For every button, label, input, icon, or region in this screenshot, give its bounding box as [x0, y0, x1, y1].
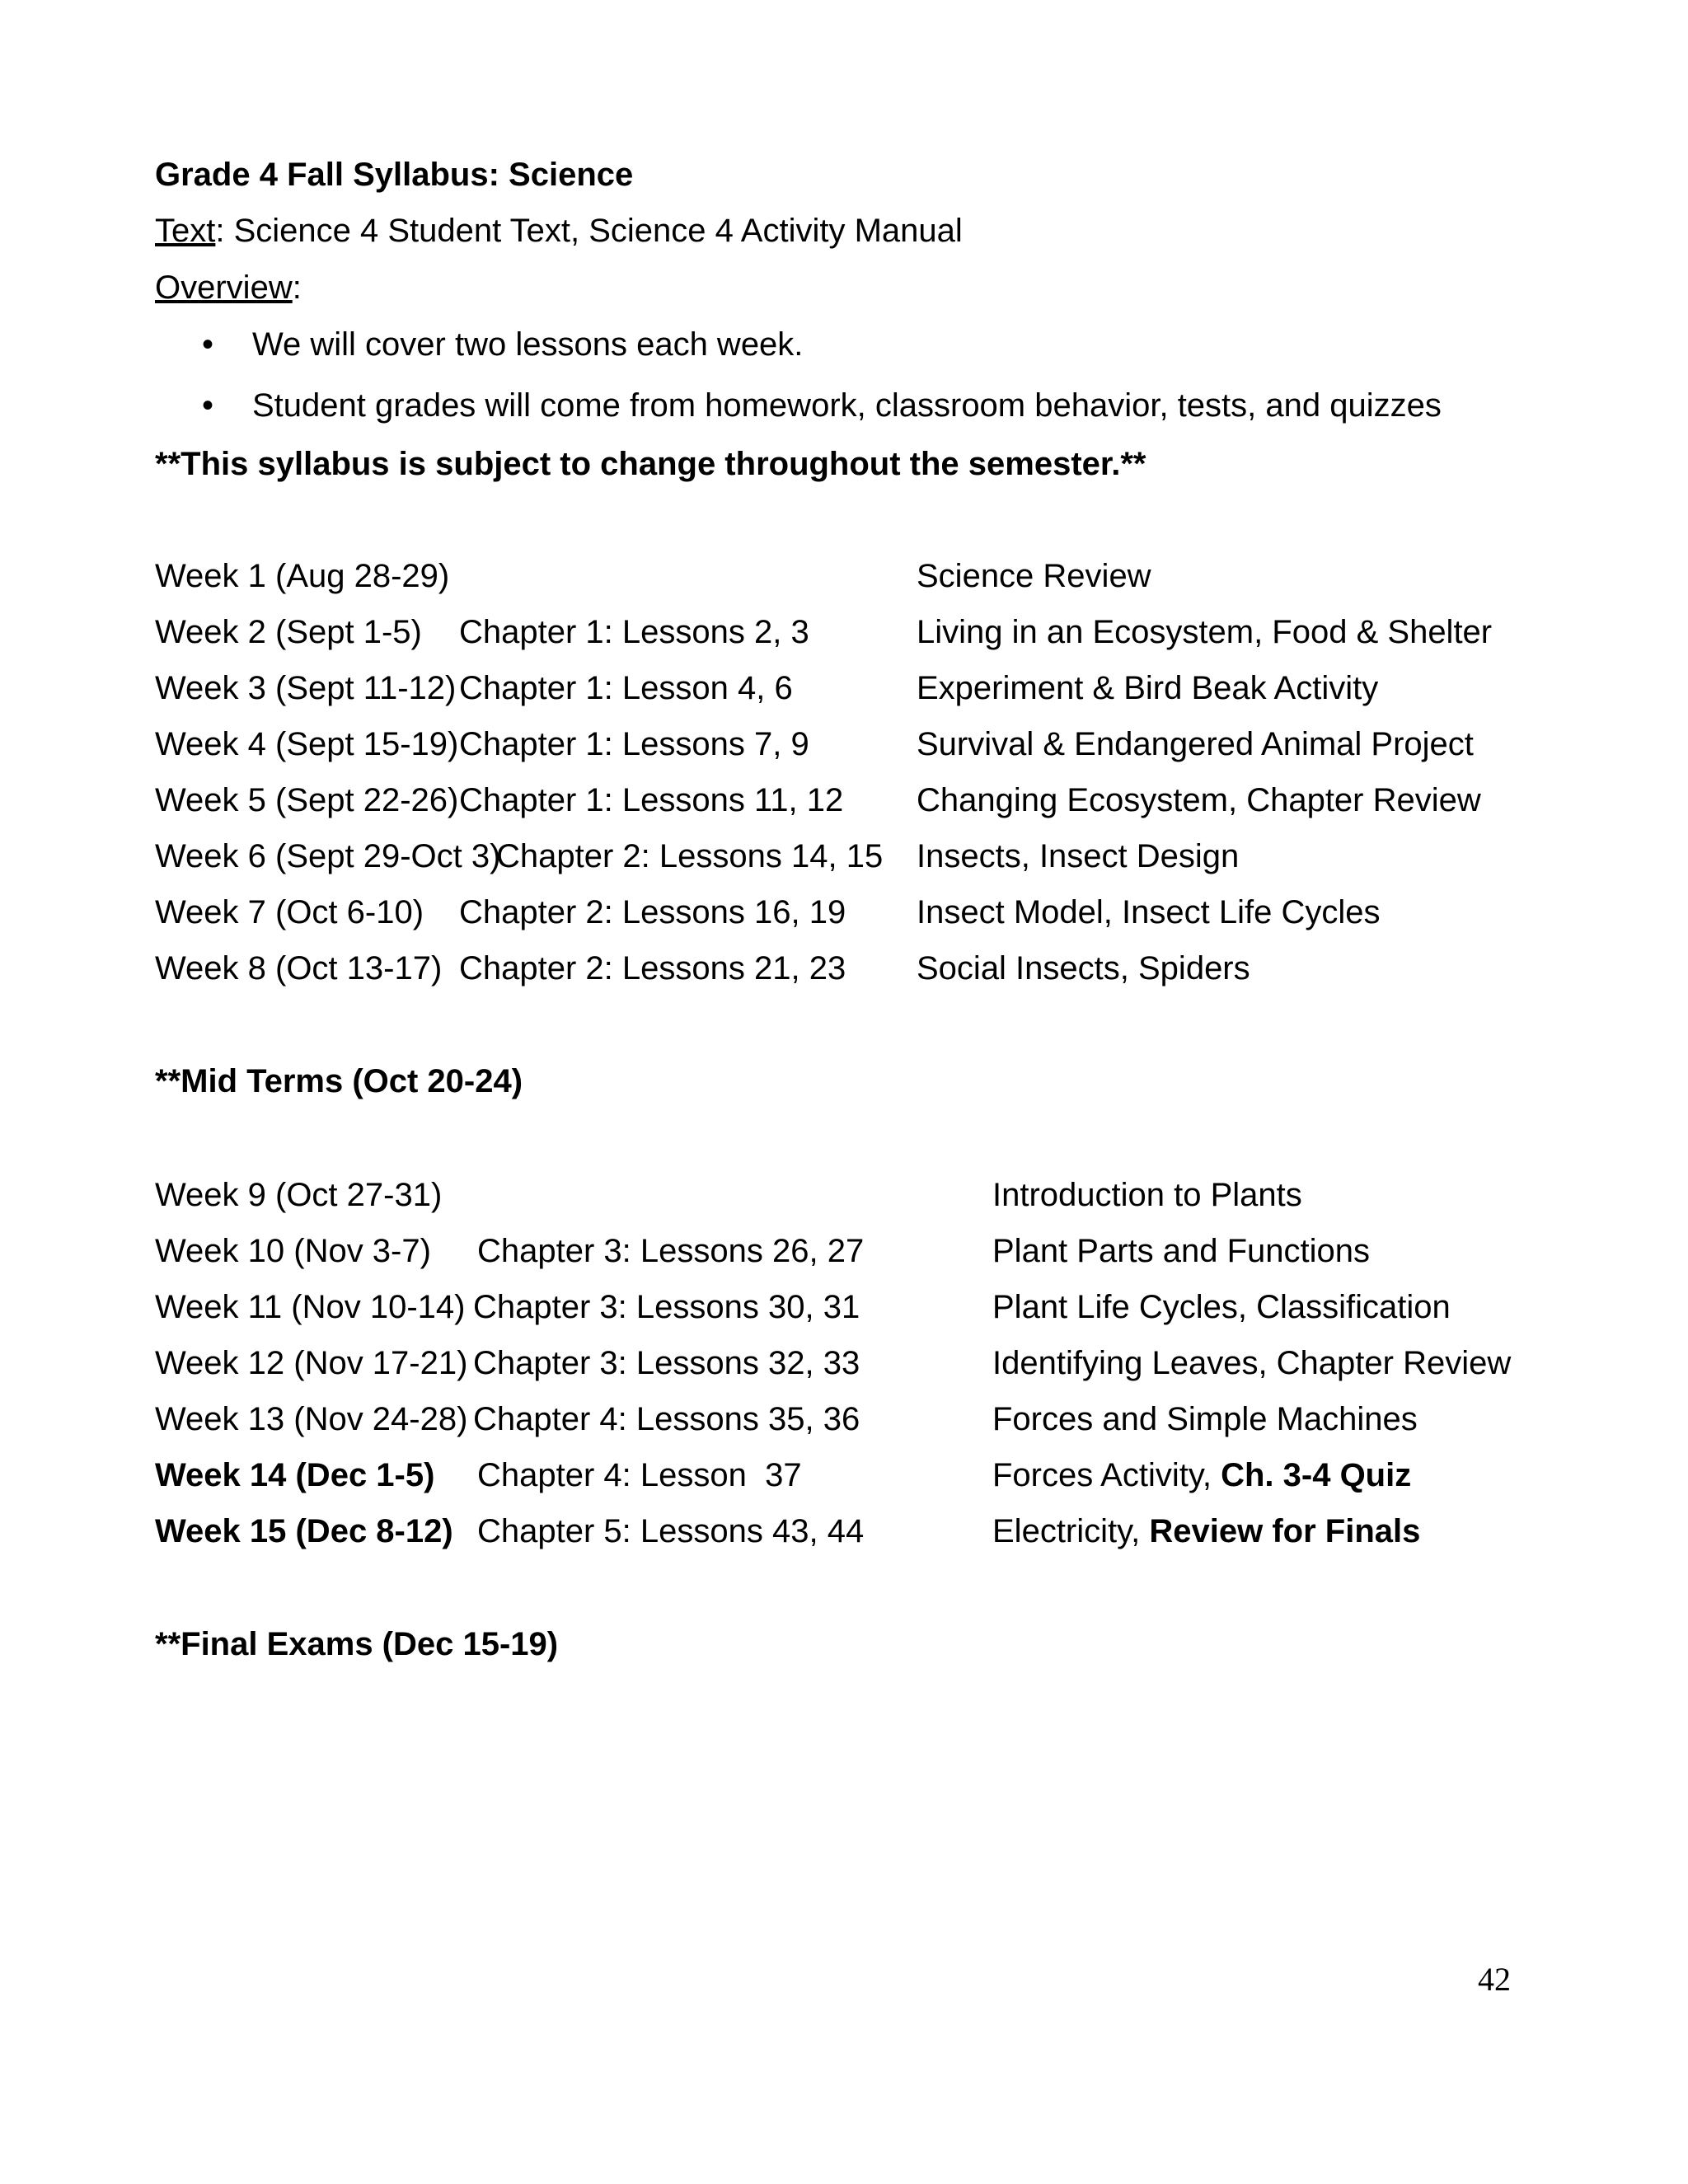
topic-cell [992, 1291, 1451, 1324]
text-label: Text [155, 213, 216, 249]
chapter-cell: Chapter 2: Lessons 14, 15 [496, 838, 884, 874]
week-cell: Week 9 (Oct 27-31) [155, 1177, 443, 1213]
overview-heading [155, 271, 302, 304]
topic-text: Identifying Leaves, Chapter Review [992, 1345, 1512, 1381]
chapter-cell: Chapter 3: Lessons 30, 31 [473, 1289, 860, 1325]
topic-highlight: Review for Finals [1149, 1513, 1421, 1549]
chapter-cell: Chapter 5: Lessons 43, 44 [477, 1513, 865, 1549]
overview-label: Overview [155, 269, 293, 306]
topic-cell [992, 1515, 1420, 1548]
topic-text: Forces and Simple Machines [992, 1401, 1418, 1437]
chapter-cell: Chapter 1: Lesson 4, 6 [459, 670, 793, 706]
week-cell: Week 8 (Oct 13-17) [155, 950, 443, 987]
week-cell: Week 15 (Dec 8-12) [155, 1513, 453, 1549]
week-cell: Week 10 (Nov 3-7) [155, 1233, 431, 1269]
chapter-cell: Chapter 3: Lessons 32, 33 [473, 1345, 860, 1381]
page-title: Grade 4 Fall Syllabus: Science [155, 157, 634, 193]
chapter-cell: Chapter 2: Lessons 21, 23 [459, 950, 846, 987]
chapter-cell: Chapter 4: Lesson 37 [477, 1457, 802, 1493]
topic-cell: Insect Model, Insect Life Cycles [917, 894, 1381, 930]
chapter-cell: Chapter 4: Lessons 35, 36 [473, 1401, 860, 1437]
topic-cell [992, 1403, 1418, 1436]
overview-suffix: : [292, 269, 302, 306]
week-cell: Week 11 (Nov 10-14) [155, 1289, 466, 1325]
topic-cell [992, 1459, 1411, 1492]
chapter-cell: Chapter 1: Lessons 11, 12 [459, 782, 844, 818]
topic-text: Plant Parts and Functions [992, 1233, 1371, 1269]
chapter-cell: Chapter 2: Lessons 16, 19 [459, 894, 846, 930]
finals-heading: **Final Exams (Dec 15-19) [155, 1626, 559, 1662]
topic-text: Plant Life Cycles, Classification [992, 1289, 1451, 1325]
week-cell: Week 3 (Sept 11-12) [155, 670, 457, 706]
chapter-cell: Chapter 1: Lessons 7, 9 [459, 726, 809, 762]
change-notice: **This syllabus is subject to change throughout the semester.** [155, 446, 1146, 482]
week-cell: Week 13 (Nov 24-28) [155, 1401, 468, 1437]
topic-cell: Experiment & Bird Beak Activity [917, 670, 1379, 706]
topic-cell [992, 1235, 1370, 1268]
text-line [155, 214, 963, 247]
topic-text: Electricity, [992, 1513, 1150, 1549]
week-cell: Week 4 (Sept 15-19) [155, 726, 459, 762]
week-cell: Week 5 (Sept 22-26) [155, 782, 459, 818]
topic-highlight: Ch. 3-4 Quiz [1221, 1457, 1412, 1493]
topic-cell: Science Review [917, 558, 1151, 594]
topic-cell: Insects, Insect Design [917, 838, 1240, 874]
week-cell: Week 6 (Sept 29-Oct 3) [155, 838, 501, 874]
week-cell: Week 14 (Dec 1-5) [155, 1457, 435, 1493]
topic-text: Forces Activity, [992, 1457, 1221, 1493]
topic-cell: Survival & Endangered Animal Project [917, 726, 1474, 762]
overview-bullet: Student grades will come from homework, classroom behavior, tests, and quizzes [252, 387, 1442, 424]
week-cell: Week 12 (Nov 17-21) [155, 1345, 468, 1381]
chapter-cell: Chapter 1: Lessons 2, 3 [459, 614, 809, 650]
topic-cell [992, 1347, 1511, 1380]
topic-cell: Social Insects, Spiders [917, 950, 1250, 987]
midterms-heading: **Mid Terms (Oct 20-24) [155, 1063, 523, 1099]
week-cell: Week 1 (Aug 28-29) [155, 558, 450, 594]
week-cell: Week 7 (Oct 6-10) [155, 894, 424, 930]
bullet-glyph: • [202, 326, 214, 363]
topic-cell: Living in an Ecosystem, Food & Shelter [917, 614, 1493, 650]
topic-cell [992, 1179, 1302, 1212]
overview-bullet: We will cover two lessons each week. [252, 326, 804, 363]
text-value: : Science 4 Student Text, Science 4 Activity Manual [215, 213, 963, 249]
page-number: 42 [1478, 1961, 1511, 1998]
chapter-cell: Chapter 3: Lessons 26, 27 [477, 1233, 865, 1269]
topic-cell: Changing Ecosystem, Chapter Review [917, 782, 1481, 818]
topic-text: Introduction to Plants [992, 1177, 1302, 1213]
week-cell: Week 2 (Sept 1-5) [155, 614, 422, 650]
bullet-glyph: • [202, 387, 214, 424]
